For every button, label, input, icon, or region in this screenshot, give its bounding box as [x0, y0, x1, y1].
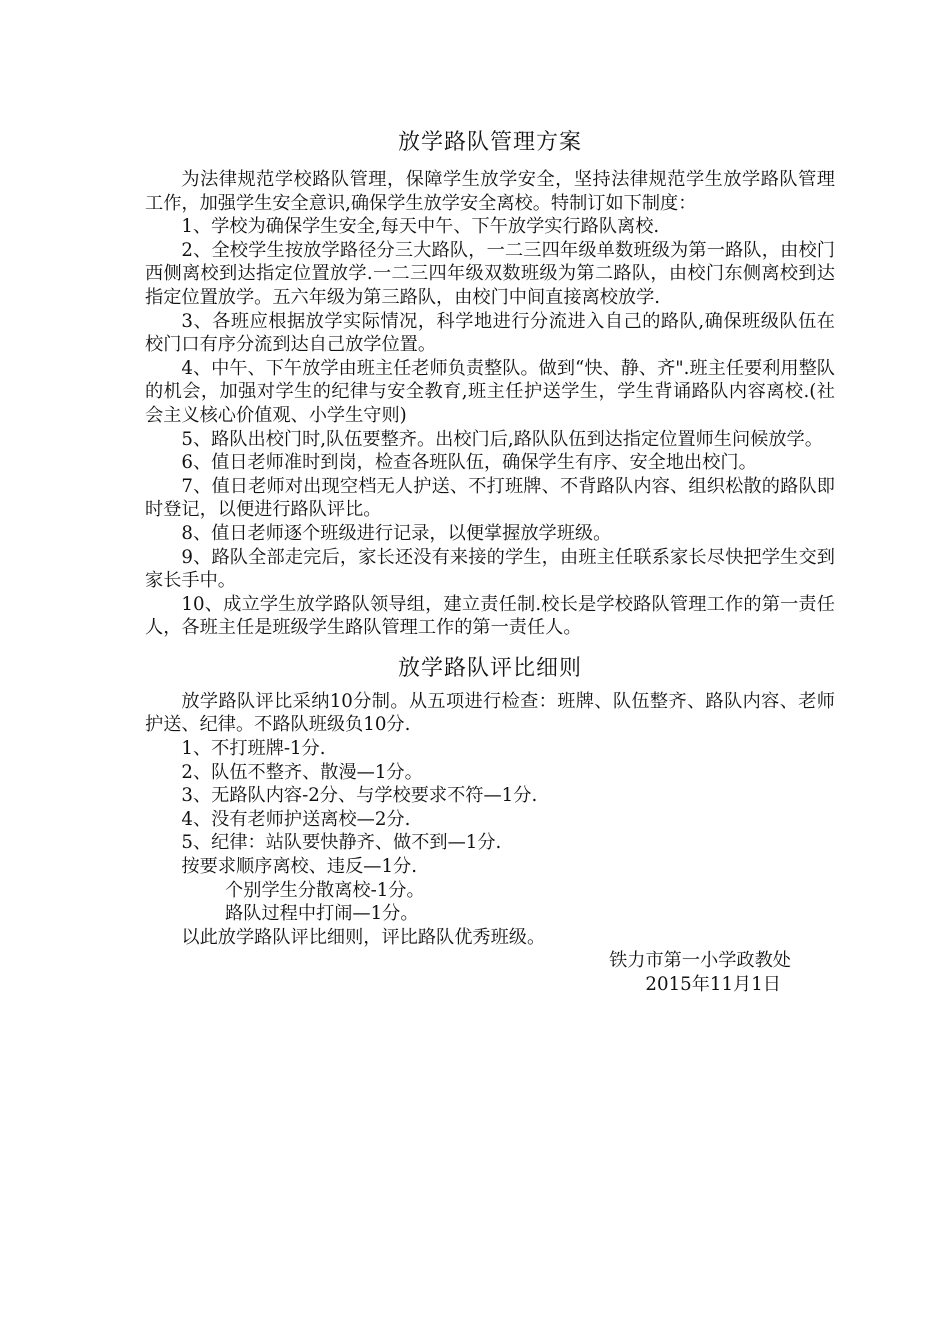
rule-paragraph-8: 8、值日老师逐个班级进行记录，以便掌握放学班级。 — [181, 522, 612, 544]
scoring-item-1: 1、不打班牌-1分. — [181, 738, 326, 760]
signature-organization: 铁力市第一小学政教处 — [609, 950, 791, 972]
scoring-item-5: 5、纪律：站队要快静齐、做不到—1分. — [181, 832, 502, 854]
document-title: 放学路队管理方案 — [397, 130, 582, 155]
scoring-item-2: 2、队伍不整齐、散漫—1分。 — [181, 761, 423, 783]
section-title: 放学路队评比细则 — [397, 655, 582, 681]
closing-line: 以此放学路队评比细则，评比路队优秀班级。 — [181, 926, 546, 948]
rule-paragraph-6: 6、值日老师准时到岗，检查各班队伍，确保学生有序、安全地出校门。 — [181, 452, 757, 474]
rule-paragraph-2: 2、全校学生按放学路径分三大路队，一二三四年级单数班级为第一路队，由校门西侧离校到达指定位置放学.一二三四年级双数班级为第二路队，由校门东侧离校到达指定位置放学。五六年级为第三路队，由校门中间直接离校放学. — [145, 239, 835, 308]
scoring-item-3: 3、无路队内容-2分、与学校要求不符—1分. — [181, 785, 538, 807]
intro-paragraph: 为法律规范学校路队管理，保障学生放学安全，坚持法律规范学生放学路队管理工作，加强学生安全意识,确保学生放学安全离校。特制订如下制度： — [145, 169, 835, 214]
rule-paragraph-1: 1、学校为确保学生安全,每天中午、下午放学实行路队离校. — [181, 216, 660, 238]
rule-paragraph-7: 7、值日老师对出现空档无人护送、不打班牌、不背路队内容、组织松散的路队即时登记，以便进行路队评比。 — [145, 475, 835, 521]
scoring-item-4: 4、没有老师护送离校—2分. — [181, 808, 411, 830]
scoring-item-6: 按要求顺序离校、违反—1分. — [181, 856, 417, 878]
rule-paragraph-9: 9、路队全部走完后，家长还没有来接的学生，由班主任联系家长尽快把学生交到家长手中。 — [145, 546, 835, 592]
scoring-subitem-2: 路队过程中打闹—1分。 — [225, 903, 419, 925]
scoring-intro: 放学路队评比采纳10分制。从五项进行检查：班牌、队伍整齐、路队内容、老师护送、纪律。不路队班级负10分. — [145, 690, 835, 736]
scoring-subitem-1: 个别学生分散离校-1分。 — [225, 879, 425, 901]
rule-paragraph-4: 4、中午、下午放学由班主任老师负责整队。做到“快、静、齐".班主任要利用整队的机会，加强对学生的纪律与安全教育,班主任护送学生，学生背诵路队内容离校.(社会主义核心价值观、小学生守则) — [145, 357, 835, 426]
rule-paragraph-5: 5、路队出校门时,队伍要整齐。出校门后,路队队伍到达指定位置师生问候放学。 — [181, 428, 823, 450]
rule-paragraph-3: 3、各班应根据放学实际情况，科学地进行分流进入自己的路队,确保班级队伍在校门口有序分流到达自己放学位置。 — [145, 310, 835, 356]
rule-paragraph-10: 10、成立学生放学路队领导组，建立责任制.校长是学校路队管理工作的第一责任人，各班主任是班级学生路队管理工作的第一责任人。 — [145, 593, 835, 639]
signature-date: 2015年11月1日 — [645, 974, 781, 995]
document-page — [145, 128, 835, 997]
